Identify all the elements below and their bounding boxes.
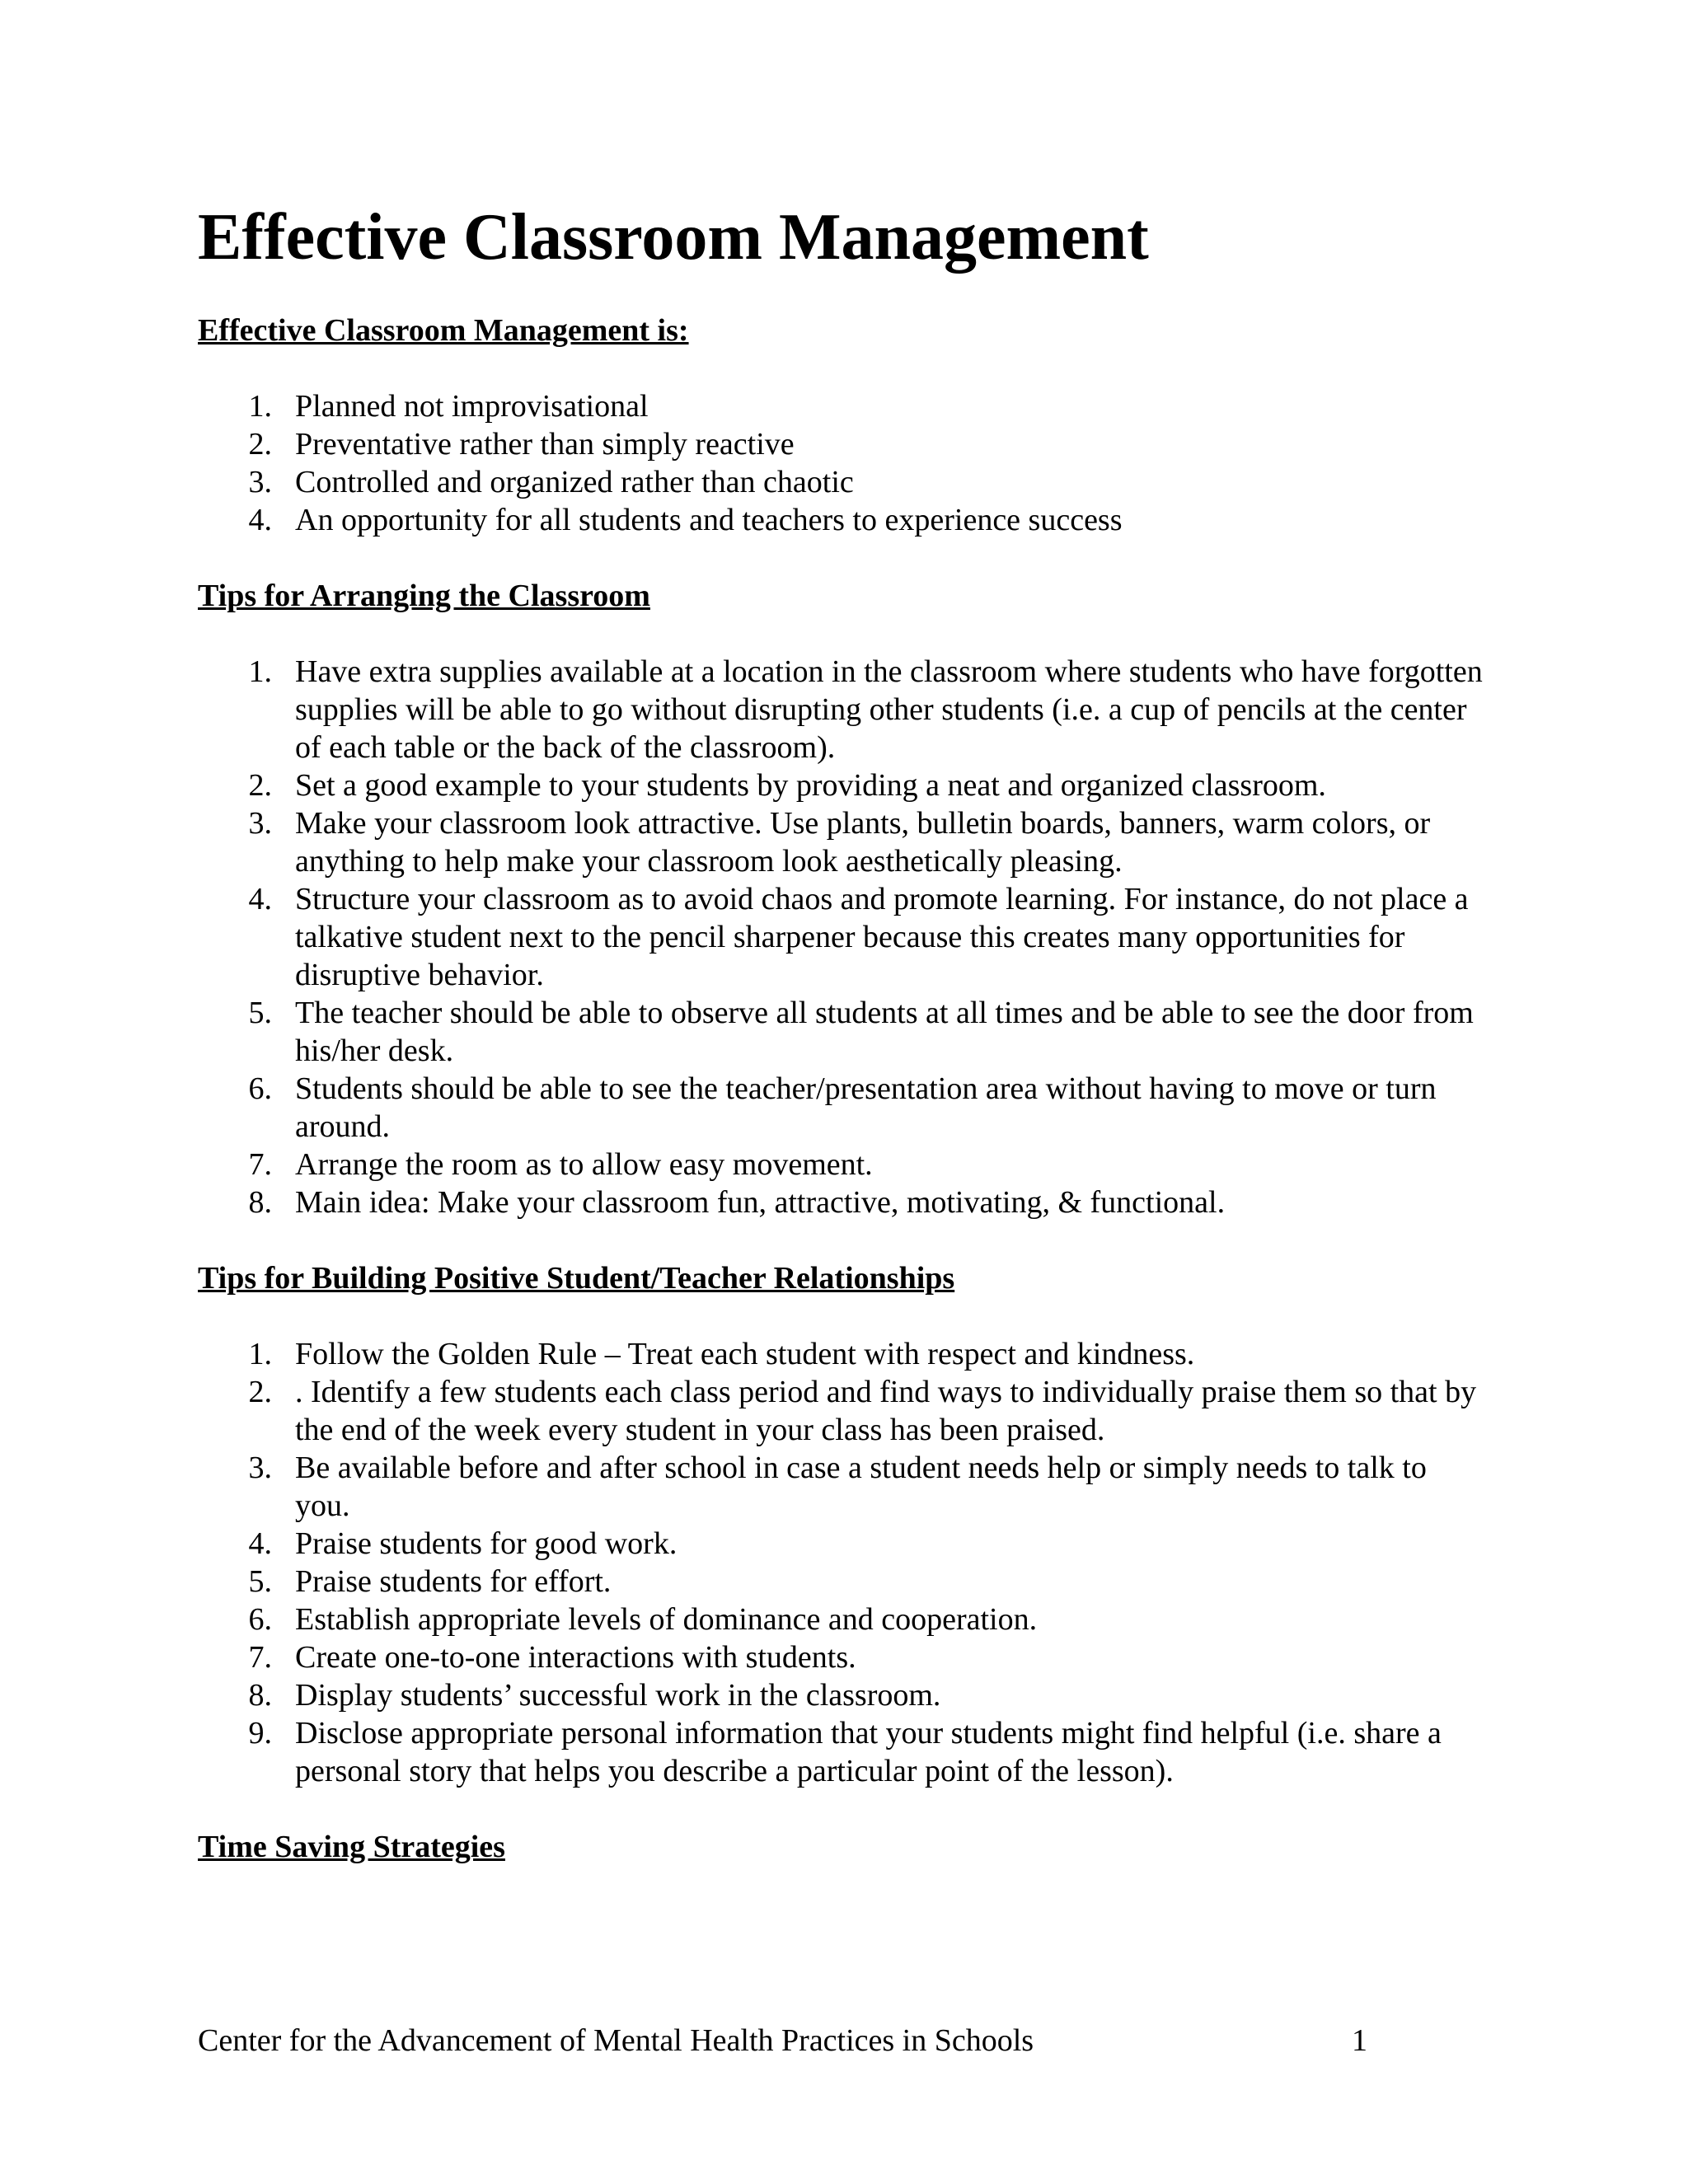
list-number: 1. bbox=[248, 654, 272, 689]
list-number: 1. bbox=[248, 389, 272, 424]
list-item bbox=[198, 501, 1484, 539]
list-item bbox=[198, 653, 1484, 766]
list-number: 7. bbox=[248, 1640, 272, 1675]
list-item bbox=[198, 387, 1484, 425]
list-number: 4. bbox=[248, 1526, 272, 1561]
definition-list bbox=[198, 387, 1484, 539]
list-item bbox=[198, 766, 1484, 804]
list-text: Controlled and organized rather than chaotic bbox=[295, 465, 854, 499]
list-number: 6. bbox=[248, 1071, 272, 1106]
list-item bbox=[198, 804, 1484, 880]
list-number: 2. bbox=[248, 427, 272, 462]
list-number: 3. bbox=[248, 465, 272, 499]
list-text: Make your classroom look attractive. Use plants, bulletin boards, banners, warm colors, or anything to help make your classroom look aesthetically pleasing. bbox=[295, 806, 1431, 879]
list-number: 2. bbox=[248, 768, 272, 803]
list-number: 9. bbox=[248, 1716, 272, 1750]
list-number: 5. bbox=[248, 996, 272, 1030]
list-number: 8. bbox=[248, 1678, 272, 1713]
list-number: 3. bbox=[248, 806, 272, 841]
list-text: The teacher should be able to observe all students at all times and be able to see the door from his/her desk. bbox=[295, 996, 1474, 1068]
list-text: Planned not improvisational bbox=[295, 389, 649, 424]
footer-organization: Center for the Advancement of Mental Health Practices in Schools bbox=[198, 2023, 1034, 2058]
list-text: Praise students for effort. bbox=[295, 1564, 612, 1599]
list-item bbox=[198, 1676, 1484, 1714]
list-number: 7. bbox=[248, 1147, 272, 1182]
list-text: Arrange the room as to allow easy movement. bbox=[295, 1147, 873, 1182]
list-text: An opportunity for all students and teachers to experience success bbox=[295, 503, 1123, 537]
list-text: Preventative rather than simply reactive bbox=[295, 427, 795, 462]
list-text: Be available before and after school in case a student needs help or simply needs to talk to you. bbox=[295, 1451, 1427, 1523]
section-heading-time-saving: Time Saving Strategies bbox=[198, 1830, 505, 1864]
list-item bbox=[198, 1714, 1484, 1790]
page-title: Effective Classroom Management bbox=[198, 201, 1149, 274]
list-text: Establish appropriate levels of dominance and cooperation. bbox=[295, 1602, 1038, 1637]
list-text: Set a good example to your students by providing a neat and organized classroom. bbox=[295, 768, 1326, 803]
list-item bbox=[198, 463, 1484, 501]
list-item bbox=[198, 425, 1484, 463]
list-number: 3. bbox=[248, 1451, 272, 1485]
section-heading-relationships: Tips for Building Positive Student/Teacher Relationships bbox=[198, 1261, 955, 1296]
list-item bbox=[198, 1335, 1484, 1373]
list-number: 5. bbox=[248, 1564, 272, 1599]
page-number: 1 bbox=[1352, 2023, 1367, 2058]
section-heading-definition: Effective Classroom Management is: bbox=[198, 313, 689, 348]
list-text: Have extra supplies available at a location in the classroom where students who have forgotten supplies will be able to go without disrupting other students (i.e. a cup of pencils at the center of each table or the back of the classroom). bbox=[295, 654, 1483, 765]
list-number: 1. bbox=[248, 1337, 272, 1371]
list-text: Structure your classroom as to avoid chaos and promote learning. For instance, do not place a talkative student next to the pencil sharpener because this creates many opportunities for disruptive behavior. bbox=[295, 882, 1469, 992]
list-item bbox=[198, 1601, 1484, 1638]
list-text: Create one-to-one interactions with students. bbox=[295, 1640, 856, 1675]
list-item bbox=[198, 1373, 1484, 1449]
list-item bbox=[198, 1638, 1484, 1676]
list-text: Follow the Golden Rule – Treat each student with respect and kindness. bbox=[295, 1337, 1195, 1371]
list-item bbox=[198, 994, 1484, 1070]
list-item bbox=[198, 1525, 1484, 1563]
list-text: Main idea: Make your classroom fun, attractive, motivating, & functional. bbox=[295, 1185, 1226, 1220]
list-item bbox=[198, 1563, 1484, 1601]
list-item bbox=[198, 1183, 1484, 1221]
arranging-tips-list bbox=[198, 653, 1484, 1221]
list-text: Praise students for good work. bbox=[295, 1526, 678, 1561]
relationship-tips-list bbox=[198, 1335, 1484, 1790]
list-item bbox=[198, 1449, 1484, 1525]
section-heading-arranging: Tips for Arranging the Classroom bbox=[198, 579, 650, 613]
list-text: . Identify a few students each class period and find ways to individually praise them so that by the end of the week every student in your class has been praised. bbox=[295, 1375, 1477, 1447]
list-number: 6. bbox=[248, 1602, 272, 1637]
list-text: Students should be able to see the teacher/presentation area without having to move or turn around. bbox=[295, 1071, 1437, 1144]
list-item bbox=[198, 1070, 1484, 1146]
list-text: Display students’ successful work in the classroom. bbox=[295, 1678, 941, 1713]
list-number: 2. bbox=[248, 1375, 272, 1409]
list-item bbox=[198, 1146, 1484, 1183]
list-text: Disclose appropriate personal information that your students might find helpful (i.e. share a personal story that helps you describe a particular point of the lesson). bbox=[295, 1716, 1442, 1788]
list-number: 4. bbox=[248, 882, 272, 916]
list-number: 4. bbox=[248, 503, 272, 537]
list-number: 8. bbox=[248, 1185, 272, 1220]
list-item bbox=[198, 880, 1484, 994]
